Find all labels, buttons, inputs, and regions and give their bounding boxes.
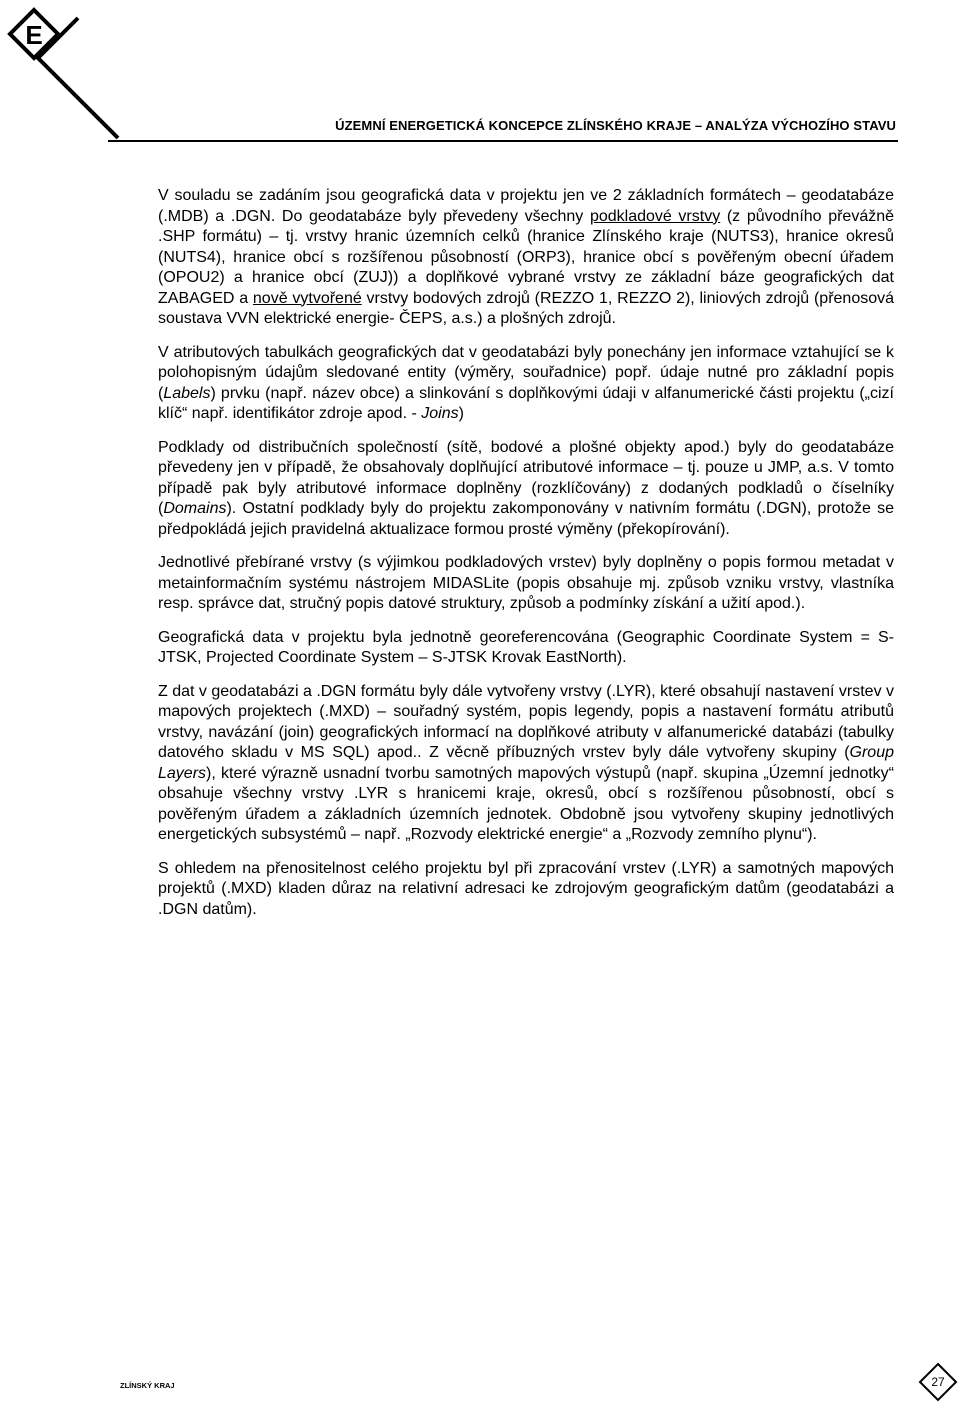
document-header-title: ÚZEMNÍ ENERGETICKÁ KONCEPCE ZLÍNSKÉHO KRAJE – ANALÝZA VÝCHOZÍHO STAVU (335, 118, 896, 133)
italic-term: Group Layers (158, 744, 894, 782)
paragraph-data-formats: V souladu se zadáním jsou geografická data v projektu jen ve 2 základních formátech – geodatabáze (.MDB) a .DGN. Do geodatabáze byly převedeny všechny podkladové vrstvy (z původního převážně .SHP formátu) – tj. vrstvy hranic územních celků (hranice Zlínského kraje (NUTS3), hranice okresů (NUTS4), hranice obcí s rozšířenou působností (ORP3), hranice obcí s pověřeným obecní úřadem (OPOU2) a hranice obcí (ZUJ)) a doplňkové vybrané vrstvy ze základní báze geografických dat ZABAGED a nově vytvořené vrstvy bodových zdrojů (REZZO 1, REZZO 2), liniových zdrojů (přenosová soustava VVN elektrické energie- ČEPS, a.s.) a plošných zdrojů. (158, 187, 895, 327)
e-logo-icon (0, 0, 148, 148)
paragraph-distribution-data: Podklady od distribučních společností (sítě, bodové a plošné objekty apod.) byly do geodatabáze převedeny jen v případě, že obsahovaly doplňující atributové informace – tj. pouze u JMP, a.s. V tomto případě pak byly atributové informace doplněny (rozklíčovány) z dodaných podkladů o číselníky (Domains). Ostatní podklady byly do projektu zakomponovány v nativním formátu (.DGN), protože se předpokládá jejich pravidelná aktualizace formou prosté výměny (překopírování). (158, 438, 894, 538)
underlined-text: podkladové vrstvy (589, 207, 721, 225)
header-divider (108, 140, 898, 142)
paragraph-layer-files: Z dat v geodatabázi a .DGN formátu byly dále vytvořeny vrstvy (.LYR), které obsahují nastavení vrstev v mapových projektech (.MXD) – souřadný systém, popis legendy, popis a nastavení formátu atributů vrstvy, navázání (join) geografických informací na doplňkové atributy v alfanumerické databázi (tabulky datového skladu v MS SQL) apod.. Z věcně příbuzných vrstev byly dále vytvořeny skupiny (Group Layers), které výrazně usnadní tvorbu samotných mapových výstupů (např. skupina „Územní jednotky“ obsahuje všechny vrstvy .LYR s hranicemi kraje, okresů, obcí s rozšířenou působností, obcí s pověřeným úřadem a základních územních jednotek. Obdobně jsou vytvořeny skupiny jednotlivých energetických subsystémů – např. „Rozvody elektrické energie“ a „Rozvody zemního plynu“). (158, 682, 895, 843)
italic-term: Labels (163, 384, 211, 402)
paragraph-portability: S ohledem na přenositelnost celého projektu byl při zpracování vrstev (.LYR) a samotných mapových projektů (.MXD) kladen důraz na relativní adresaci ke zdrojovým geografickým datům (geodatabázi a .DGN datům). (158, 859, 894, 918)
paragraph-attribute-tables: V atributových tabulkách geografických dat v geodatabázi byly ponechány jen informace vztahující se k polohopisným údajům sledované entity (výměry, souřadnice) popř. údaje nutné pro základní popis (Labels) prvku (např. název obce) a slinkování s doplňkovými údaji v alfanumerické části projektu („cizí klíč“ např. identifikátor zdroje apod. - Joins) (158, 343, 894, 422)
logo-letter: E (25, 20, 43, 50)
paragraph-georeferencing: Geografická data v projektu byla jednotně georeferencována (Geographic Coordinate System = S-JTSK, Projected Coordinate System – S-JTSK Krovak EastNorth). (158, 628, 894, 666)
page-number: 27 (931, 1375, 945, 1389)
document-body (158, 186, 894, 933)
italic-term: Joins (421, 405, 459, 422)
italic-term: Domains (163, 500, 227, 517)
footer-label: ZLÍNSKÝ KRAJ (120, 1381, 175, 1390)
paragraph-metadata: Jednotlivé přebírané vrstvy (s výjimkou podkladových vrstev) byly doplněny o popis formou metadat v metainformačním systému nástrojem MIDASLite (popis obsahuje mj. způsob vzniku vrstvy, vlastníka resp. správce dat, stručný popis datové struktury, způsob a podmínky získání a užití apod.). (158, 554, 894, 612)
underlined-text: nově vytvořené (252, 289, 362, 307)
